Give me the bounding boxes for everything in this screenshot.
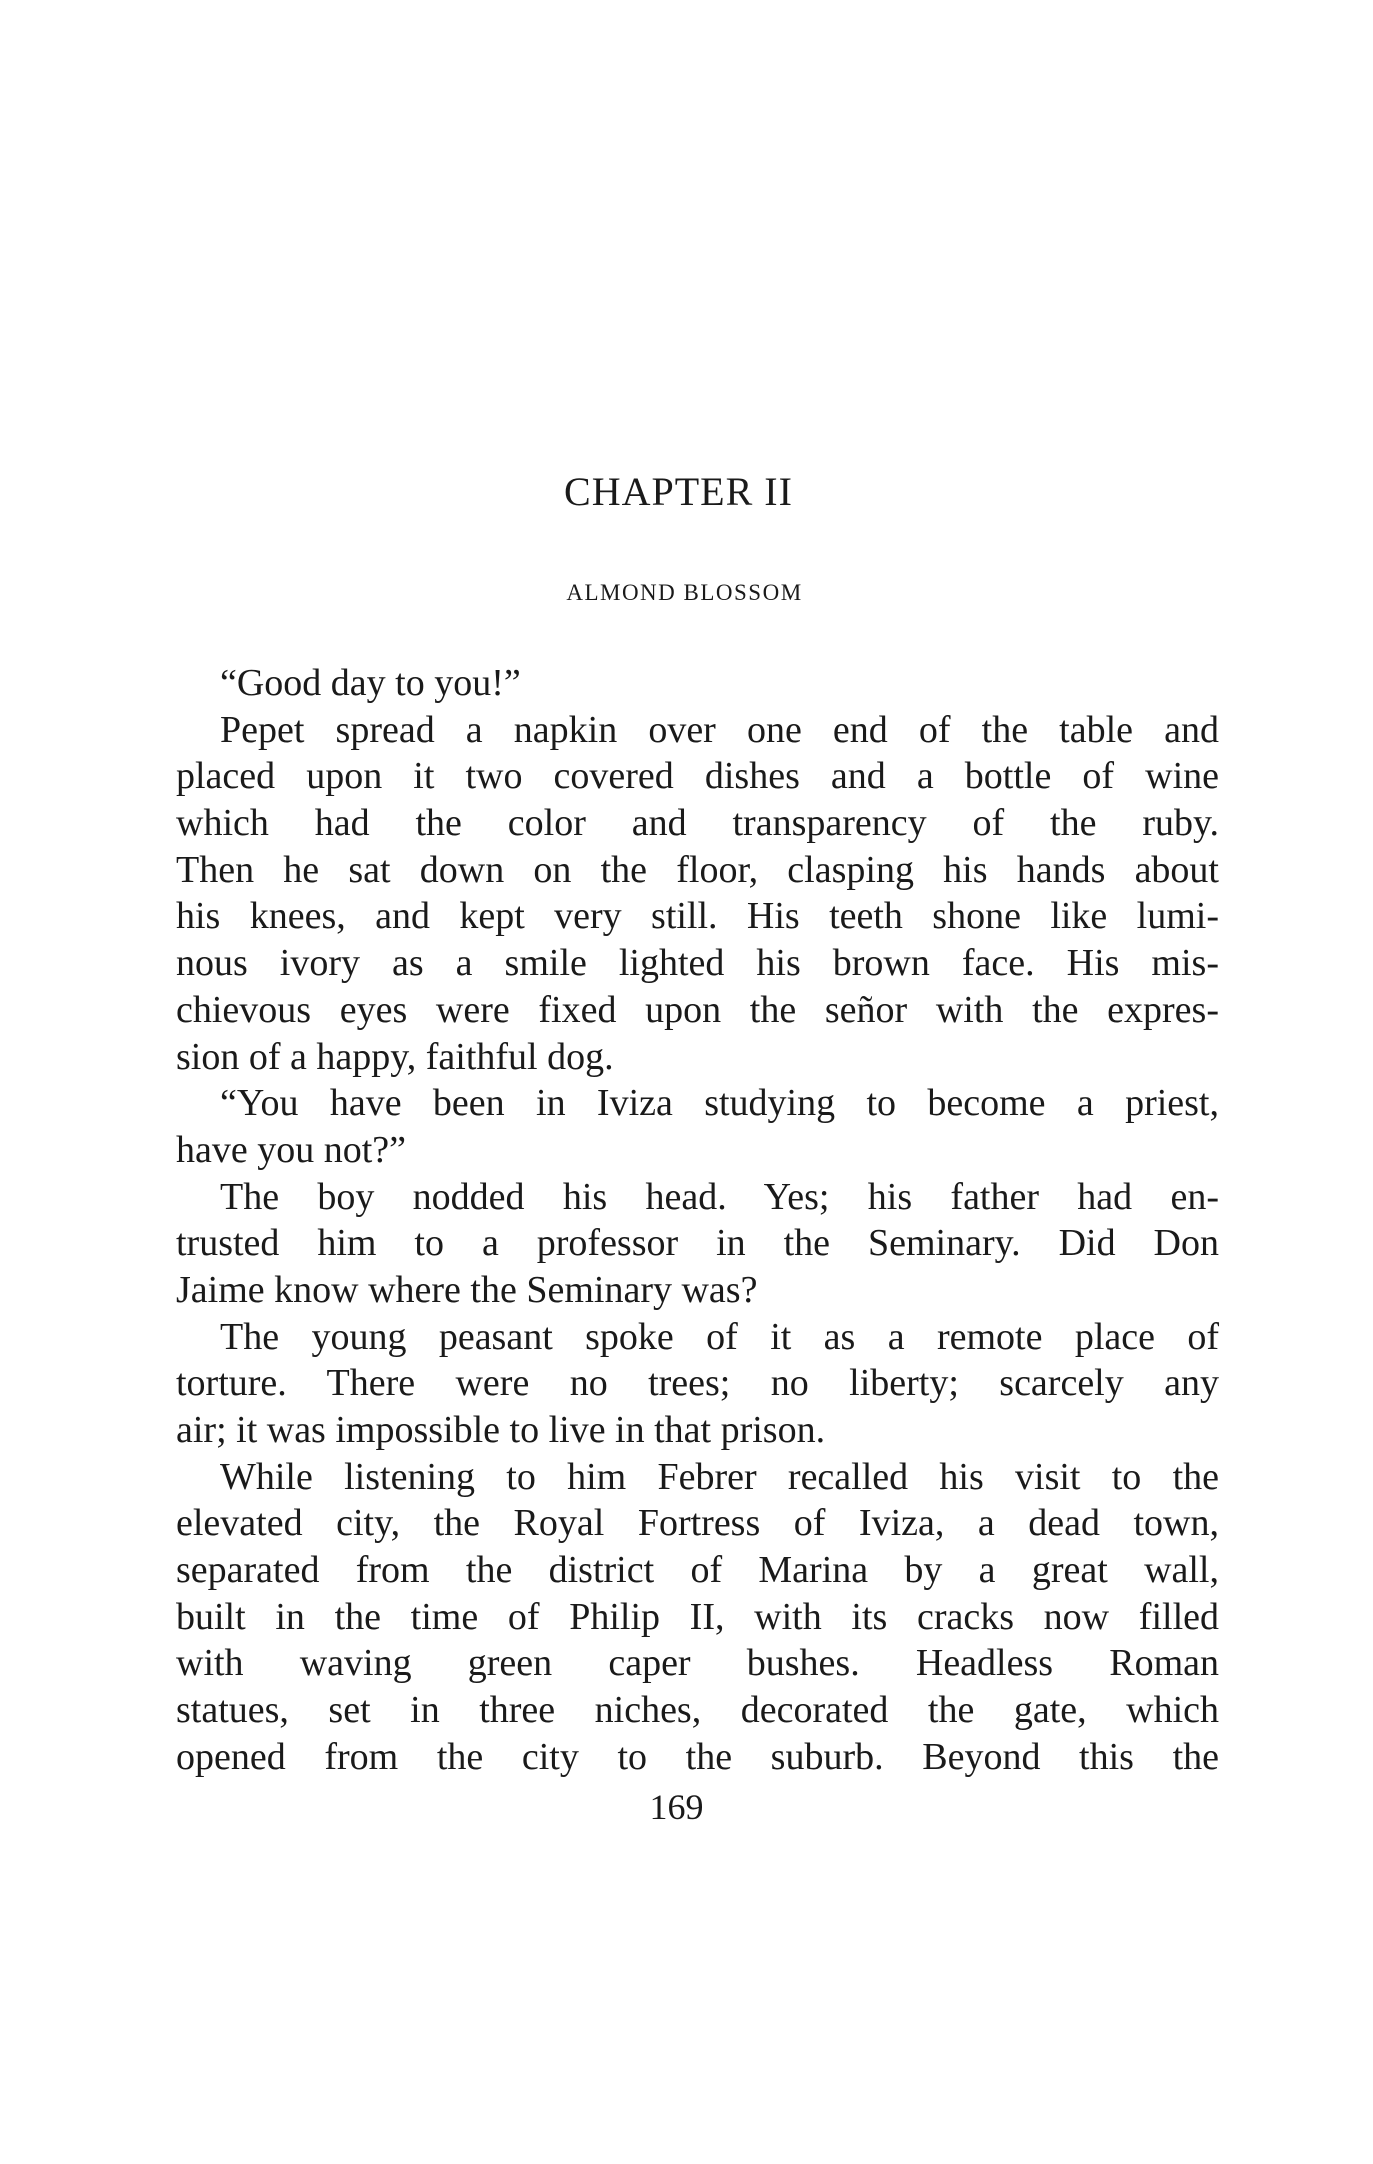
text-line: have you not?” xyxy=(176,1128,407,1171)
text-line: built in the time of Philip II, with its cracks now filled xyxy=(176,1595,1219,1638)
text-line: chievous eyes were fixed upon the señor with the expres- xyxy=(176,988,1219,1031)
text-line: Then he sat down on the floor, clasping his hands about xyxy=(176,848,1219,891)
page-number: 169 xyxy=(649,1787,704,1827)
text-line: Jaime know where the Seminary was? xyxy=(176,1268,758,1311)
text-line: “You have been in Iviza studying to become a priest, xyxy=(220,1082,1219,1125)
text-line: The young peasant spoke of it as a remote place of xyxy=(220,1315,1219,1358)
text-line: The boy nodded his head. Yes; his father had en- xyxy=(220,1175,1219,1218)
text-line: Pepet spread a napkin over one end of the table and xyxy=(220,708,1219,751)
text-line: with waving green caper bushes. Headless Roman xyxy=(176,1642,1219,1685)
text-line: statues, set in three niches, decorated the gate, which xyxy=(176,1689,1219,1732)
text-line: sion of a happy, faithful dog. xyxy=(176,1035,614,1078)
text-line: torture. There were no trees; no liberty; scarcely any xyxy=(176,1362,1219,1405)
text-line: While listening to him Febrer recalled his visit to the xyxy=(220,1455,1219,1498)
text-line: air; it was impossible to live in that prison. xyxy=(176,1409,826,1451)
text-line: trusted him to a professor in the Seminary. Did Don xyxy=(176,1222,1219,1265)
text-line: nous ivory as a smile lighted his brown face. His mis- xyxy=(176,942,1219,985)
text-line: opened from the city to the suburb. Beyond this the xyxy=(176,1735,1219,1778)
text-line: his knees, and kept very still. His teeth shone like lumi- xyxy=(176,895,1219,938)
text-line: separated from the district of Marina by a great wall, xyxy=(176,1549,1219,1592)
text-line: “Good day to you!” xyxy=(220,662,521,704)
text-line: elevated city, the Royal Fortress of Iviza, a dead town, xyxy=(176,1502,1219,1545)
text-line: which had the color and transparency of the ruby. xyxy=(176,802,1219,845)
body-text xyxy=(176,660,1219,1781)
chapter-subtitle: ALMOND BLOSSOM xyxy=(566,580,803,605)
text-line: placed upon it two covered dishes and a bottle of wine xyxy=(176,755,1219,798)
chapter-title: CHAPTER II xyxy=(564,469,793,514)
